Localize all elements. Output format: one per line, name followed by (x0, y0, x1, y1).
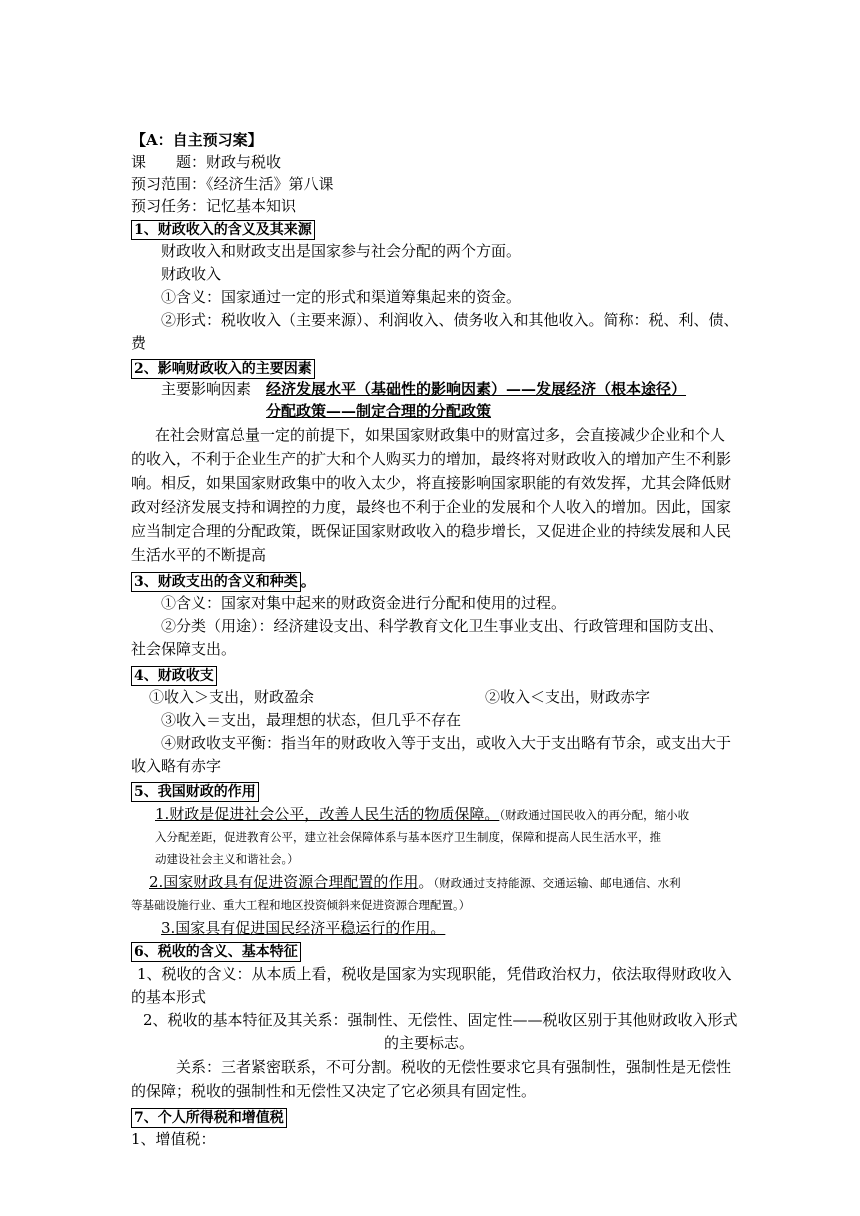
s4-item-a: ①收入＞支出，财政盈余 (149, 688, 315, 706)
role-1-note-2: 入分配差距，促进教育公平，建立社会保障体系与基本医疗卫生制度，保障和提高人民生活水平，推 (155, 830, 661, 844)
s2-para-5: 应当制定合理的分配政策，既保证国家财政收入的稳步增长，又促进企业的持续发展和人民 (131, 522, 732, 540)
section-4-title: 4、财政收支 (131, 666, 217, 686)
role-1-note-3: 动建设社会主义和谐社会。） (155, 852, 299, 866)
s6-line-5: 关系：三者紧密联系，不可分割。税收的无偿性要求它具有强制性，强制性是无偿性 (176, 1058, 732, 1076)
section-7-title: 7、个人所得税和增值税 (131, 1108, 287, 1128)
role-2-note-1: （财政通过支持能源、交通运输、邮电通信、水利 (433, 876, 681, 890)
factor-label: 主要影响因素 (161, 380, 252, 398)
role-3: 3.国家具有促进国民经济平稳运行的作用。 (161, 919, 446, 937)
s3-line-3: 社会保障支出。 (131, 640, 237, 658)
section-header: 【A：自主预习案】 (131, 131, 263, 149)
section-6-title: 6、税收的含义、基本特征 (131, 942, 301, 962)
role-2-note-2: 等基础设施行业、重大工程和地区投资倾斜来促进资源合理配置。） (131, 898, 471, 912)
s6-line-1: 1、税收的含义：从本质上看，税收是国家为实现职能，凭借政治权力，依法取得财政收入 (137, 965, 732, 983)
s4-item-d1: ④财政收支平衡：指当年的财政收入等于支出，或收入大于支出略有节余，或支出大于 (161, 734, 732, 752)
section-3-title-tail: 。 (300, 572, 316, 590)
task-line: 预习任务：记忆基本知识 (131, 197, 297, 215)
s2-para-1: 在社会财富总量一定的前提下，如果国家财政集中的财富过多，会直接减少企业和个人 (155, 426, 726, 444)
role-1-note-1: （财政通过国民收入的再分配，缩小收 (499, 808, 690, 822)
s6-line-2: 的基本形式 (131, 988, 207, 1006)
s1-line-2: 财政收入 (161, 265, 222, 283)
s6-line-6: 的保障；税收的强制性和无偿性又决定了它必须具有固定性。 (131, 1082, 537, 1100)
factor-1: 经济发展水平（基础性的影响因素）——发展经济（根本途径） (266, 380, 687, 398)
s2-para-2: 的收入，不利于企业生产的扩大和个人购买力的增加，最终将对财政收入的增加产生不利影 (131, 450, 732, 468)
s6-line-3: 2、税收的基本特征及其关系：强制性、无偿性、固定性——税收区别于其他财政收入形式 (143, 1011, 738, 1029)
scope-line: 预习范围：《经济生活》第八课 (131, 175, 334, 193)
s4-item-d2: 收入略有赤字 (131, 757, 222, 775)
role-2-dot: 。 (418, 873, 434, 891)
topic-line: 课 题：财政与税收 (131, 153, 282, 171)
section-3-title: 3、财政支出的含义和种类 (131, 572, 301, 592)
section-1-title: 1、财政收入的含义及其来源 (131, 220, 315, 240)
s7-line-1: 1、增值税： (131, 1130, 216, 1148)
s2-para-4: 政对经济发展支持和调控的力度，最终也不利于企业的发展和个人收入的增加。因此，国家 (131, 498, 732, 516)
s1-line-5: 费 (131, 334, 147, 352)
s4-item-c: ③收入＝支出，最理想的状态，但几乎不存在 (161, 711, 462, 729)
section-5-title: 5、我国财政的作用 (131, 782, 259, 802)
role-2: 2.国家财政具有促进资源合理配置的作用 (149, 873, 419, 891)
s2-para-3: 响。相反，如果国家财政集中的收入太少，将直接影响国家职能的有效发挥，尤其会降低财 (131, 474, 732, 492)
s1-line-3: ①含义：国家通过一定的形式和渠道筹集起来的资金。 (161, 288, 522, 306)
s3-line-2: ②分类（用途）：经济建设支出、科学教育文化卫生事业支出、行政管理和国防支出、 (161, 617, 724, 635)
section-2-title: 2、影响财政收入的主要因素 (131, 359, 315, 379)
s1-line-4: ②形式：税收收入（主要来源）、利润收入、债务收入和其他收入。简称：税、利、债、 (161, 311, 739, 329)
s1-line-1: 财政收入和财政支出是国家参与社会分配的两个方面。 (161, 242, 522, 260)
s6-line-4: 的主要标志。 (384, 1034, 475, 1052)
s2-para-6: 生活水平的不断提高 (131, 546, 267, 564)
s4-item-b: ②收入＜支出，财政赤字 (485, 688, 651, 706)
role-1: 1.财政是促进社会公平，改善人民生活的物质保障。 (155, 805, 500, 823)
s3-line-1: ①含义：国家对集中起来的财政资金进行分配和使用的过程。 (161, 594, 567, 612)
factor-2: 分配政策——制定合理的分配政策 (266, 402, 492, 420)
